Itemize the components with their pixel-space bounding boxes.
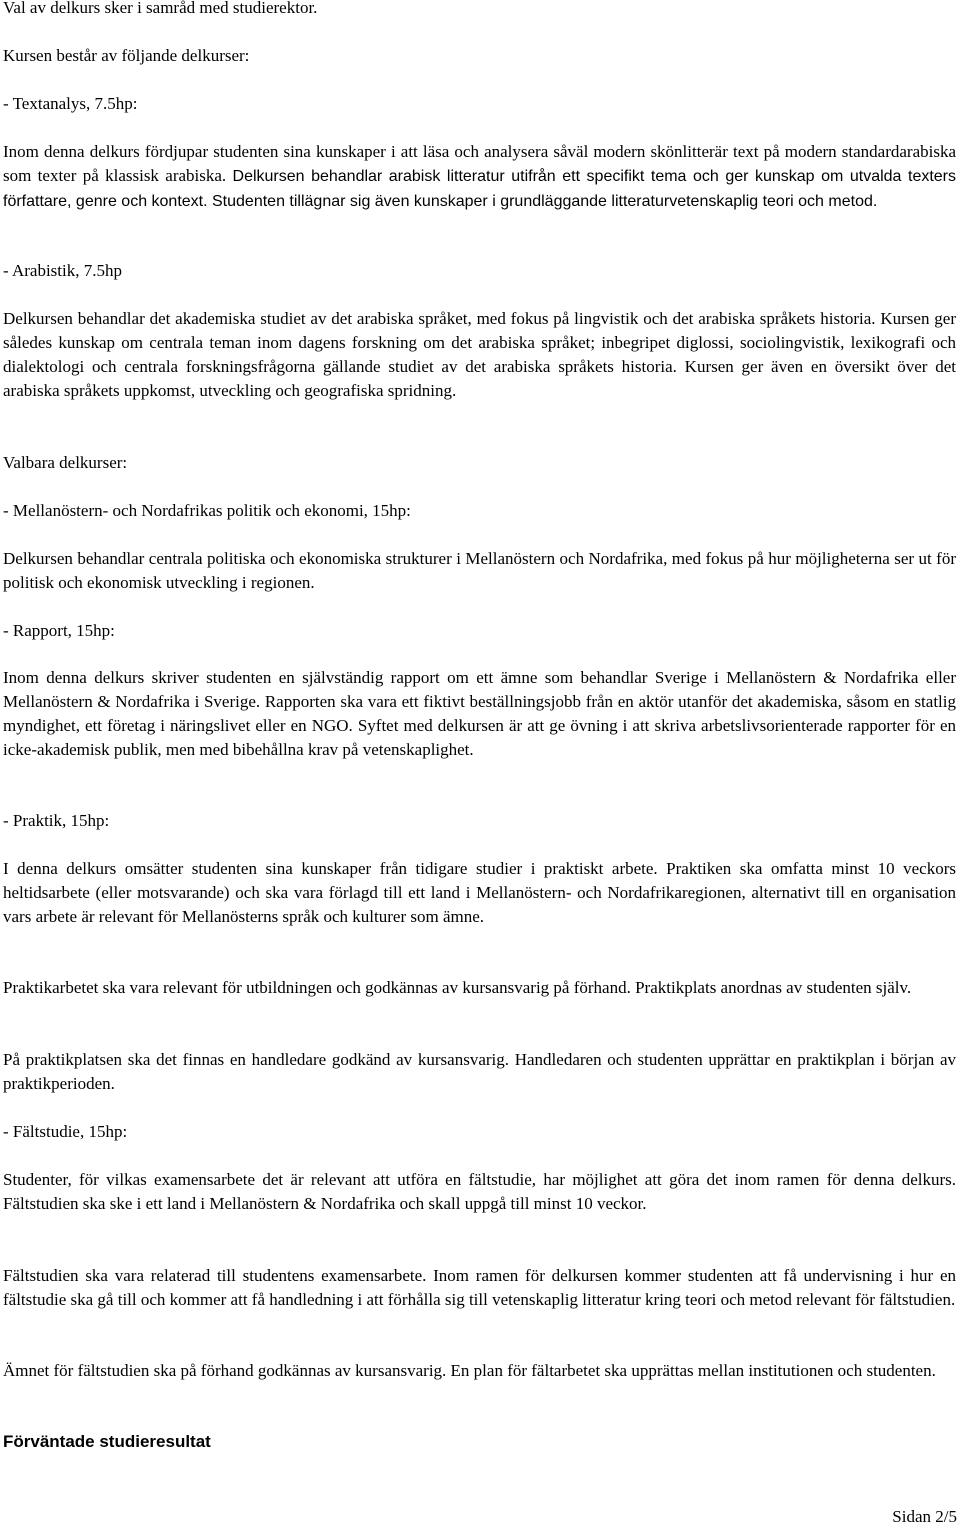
subheading-textanalys: - Textanalys, 7.5hp: — [3, 94, 138, 113]
paragraph-faltstudie-3: Ämnet för fältstudien ska på förhand godkännas av kursansvarig. En plan för fältarbetet ska upprättas mellan institutionen och studenten. — [3, 1361, 936, 1380]
paragraph-rapport: Inom denna delkurs skriver studenten en självständig rapport om ett ämne som behandlar Sverige i Mellanöstern & Nordafrika eller Mellanöstern & Nordafrika i Sverige. Rapporten ska vara ett fiktivt beställningsjobb från en aktör utanför det akademiska, såsom en statlig myndighet, ett företag i näringslivet eller en NGO. Syftet med delkursen är att ge övning i att skriva arbetslivsorienterade rapporter för en icke-akademisk publik, men med bibehållna krav på vetenskaplighet. — [3, 668, 956, 759]
paragraph-praktik-3: På praktikplatsen ska det finnas en handledare godkänd av kursansvarig. Handledaren och studenten upprättar en praktikplan i början av praktikperioden. — [3, 1050, 956, 1093]
paragraph-textanalys-part2: Delkursen behandlar arabisk litteratur utifrån ett specifikt tema och ger kunskap om utvalda texters författare, genre och kontext. Studenten tillägnar sig även kunskaper i grundläggande litteraturvetenskaplig teori och metod. — [3, 168, 957, 210]
subheading-rapport: - Rapport, 15hp: — [3, 621, 115, 640]
paragraph-textanalys — [3, 140, 956, 214]
paragraph-mena: Delkursen behandlar centrala politiska och ekonomiska strukturer i Mellanöstern och Nordafrika, med fokus på hur möjligheterna ser ut för politisk och ekonomisk utveckling i regionen. — [3, 549, 956, 592]
subheading-praktik: - Praktik, 15hp: — [3, 811, 110, 830]
subheading-mena: - Mellanöstern- och Nordafrikas politik och ekonomi, 15hp: — [3, 501, 411, 520]
heading-forvantade-studieresultat: Förväntade studieresultat — [3, 1432, 211, 1451]
subheading-arabistik: - Arabistik, 7.5hp — [3, 261, 122, 280]
paragraph-textanalys-part1: Inom denna delkurs fördjupar studenten sina kunskaper i att läsa och analysera såväl modern skönlitterär text på modern standardarabiska som texter på klassisk arabiska. — [3, 142, 956, 185]
paragraph-arabistik: Delkursen behandlar det akademiska studiet av det arabiska språket, med fokus på lingvistik och det arabiska språkets historia. Kursen ger således kunskap om centrala teman inom dagens forskning om det arabiska språket; inbegripet diglossi, sociolingvistik, lexikografi och dialektologi och centrala forskningsfrågorna gällande studiet av det arabiska språkets historia. Kursen ger även en översikt över det arabiska språkets uppkomst, utveckling och geografiska spridning. — [3, 309, 956, 400]
paragraph-intro-2: Kursen består av följande delkurser: — [3, 46, 250, 65]
heading-valbara: Valbara delkurser: — [3, 453, 128, 472]
page-number: Sidan 2/5 — [892, 1507, 957, 1526]
paragraph-praktik-2: Praktikarbetet ska vara relevant för utbildningen och godkännas av kursansvarig på förhand. Praktikplats anordnas av studenten själv. — [3, 978, 912, 997]
paragraph-intro-1: Val av delkurs sker i samråd med studierektor. — [3, 0, 318, 17]
paragraph-faltstudie-1: Studenter, för vilkas examensarbete det är relevant att utföra en fältstudie, har möjlighet att göra det inom ramen för denna delkurs. Fältstudien ska ske i ett land i Mellanöstern & Nordafrika och skall uppgå till minst 10 veckor. — [3, 1170, 956, 1213]
paragraph-praktik-1: I denna delkurs omsätter studenten sina kunskaper från tidigare studier i praktiskt arbete. Praktiken ska omfatta minst 10 veckors heltidsarbete (eller motsvarande) och ska vara förlagd till ett land i Mellanöstern- och Nordafrikaregionen, alternativt till en organisation vars arbete är relevant för Mellanösterns språk och kulturer som ämne. — [3, 859, 956, 926]
paragraph-faltstudie-2: Fältstudien ska vara relaterad till studentens examensarbete. Inom ramen för delkursen kommer studenten att få undervisning i hur en fältstudie ska gå till och kommer att få handledning i att förhålla sig till vetenskaplig litteratur kring teori och metod relevant för fältstudien. — [3, 1266, 956, 1309]
subheading-faltstudie: - Fältstudie, 15hp: — [3, 1122, 128, 1141]
